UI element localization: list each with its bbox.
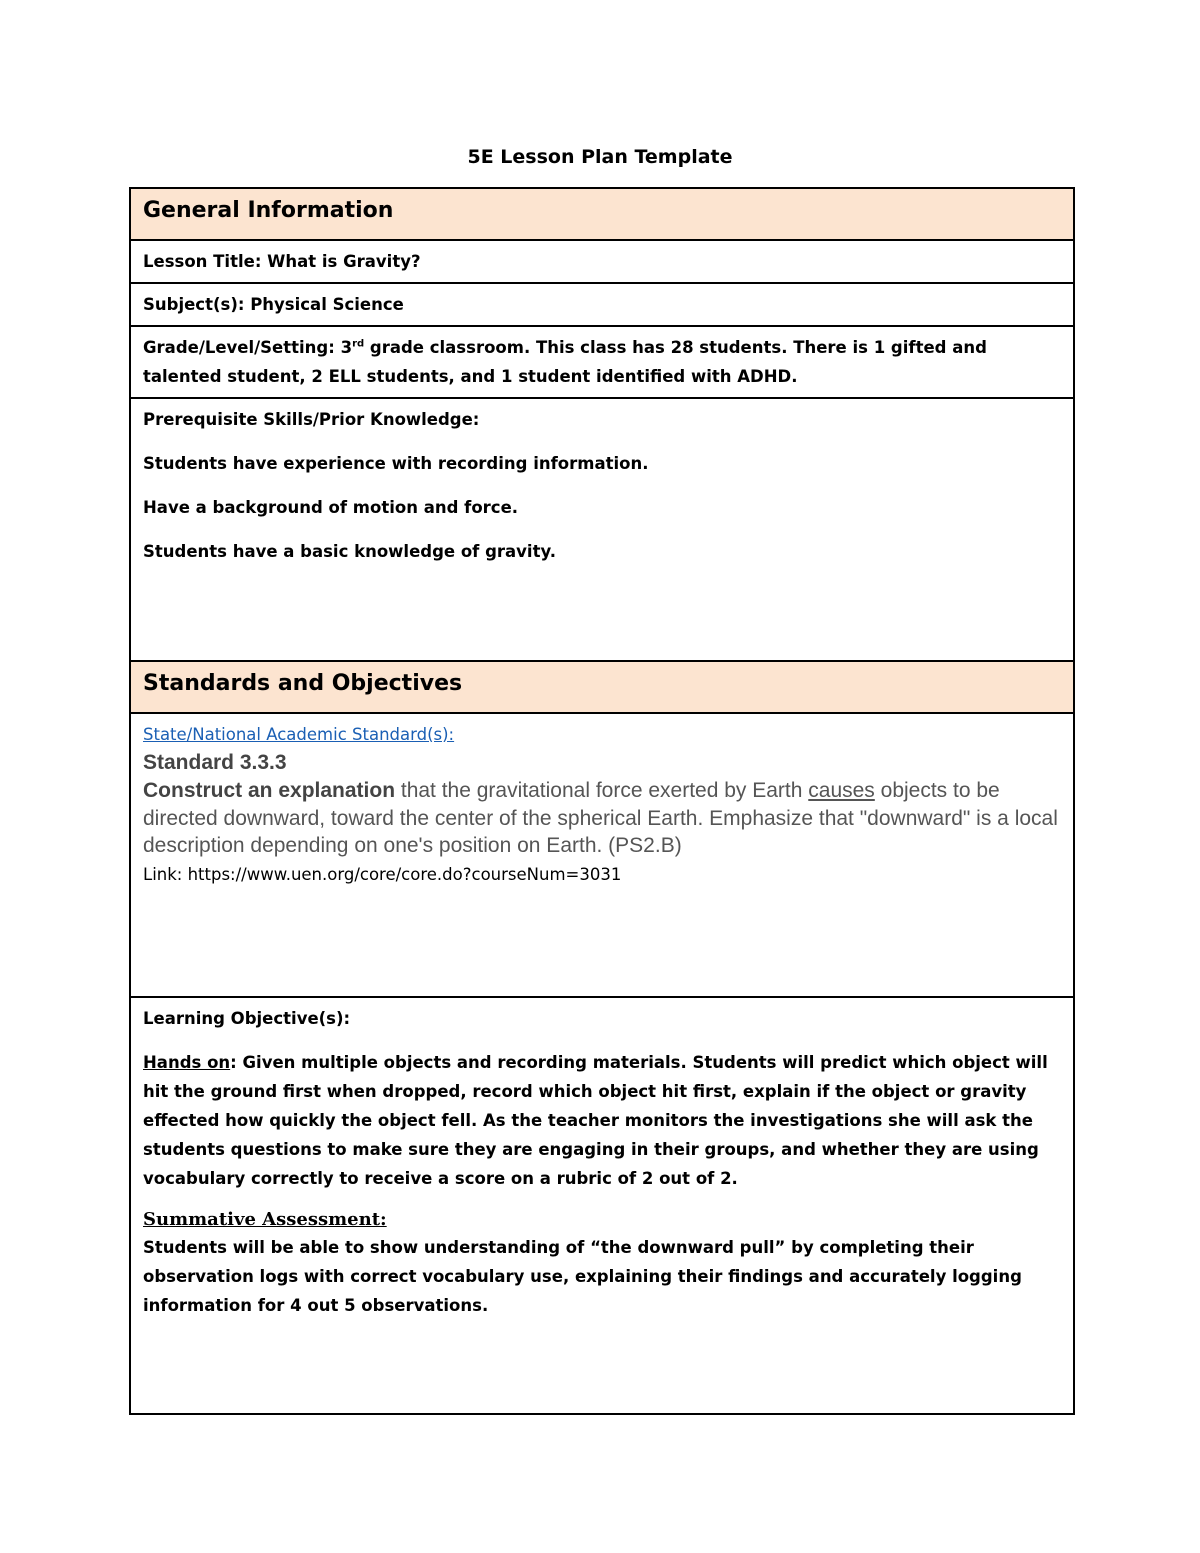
prerequisite-item: Have a background of motion and force. xyxy=(143,498,519,517)
standards-objectives-heading: Standards and Objectives xyxy=(143,671,463,696)
summative-colon: : xyxy=(380,1209,387,1230)
standards-row xyxy=(131,714,1073,998)
grade-prefix: Grade/Level/Setting: 3 xyxy=(143,338,353,357)
general-information-heading: General Information xyxy=(143,198,394,223)
academic-standards-link[interactable]: State/National Academic Standard(s): xyxy=(143,725,455,744)
hands-on-label: Hands on xyxy=(143,1053,231,1072)
summative-label-text: Summative Assessment xyxy=(143,1209,381,1230)
learning-objectives-row xyxy=(131,998,1073,1413)
subjects: Subject(s): Physical Science xyxy=(143,295,404,314)
subjects-row xyxy=(131,284,1073,327)
general-information-header xyxy=(131,189,1073,241)
standard-strong-text: Construct an explanation xyxy=(143,779,396,802)
grade-superscript: rd xyxy=(352,338,365,350)
summative-assessment-label xyxy=(143,1207,1061,1233)
hands-on-text: : Given multiple objects and recording materials. Students will predict which object will hit the ground first when dropped, record which object hit first, explain if the object or gravity effected how quickly the object fell. As the teacher monitors the investigations she will ask the students questions to make sure they are engaging in their groups, and whether they are using vocabulary correctly to receive a score on a rubric of 2 out of 2. xyxy=(143,1053,1048,1188)
grade-level-setting xyxy=(143,333,1061,391)
grade-description: grade classroom. This class has 28 students. There is 1 gifted and talented student, 2 ELL students, and 1 student identified with ADHD. xyxy=(143,338,987,386)
standards-objectives-header xyxy=(131,662,1073,714)
standard-description xyxy=(143,777,1061,860)
standard-text-part1: that the gravitational force exerted by Earth xyxy=(395,779,809,802)
lesson-title: Lesson Title: What is Gravity? xyxy=(143,252,421,271)
hands-on-objective xyxy=(143,1048,1061,1193)
standard-underlined-word: causes xyxy=(808,779,875,802)
lesson-plan-table xyxy=(129,187,1075,1415)
standard-text-part2: objects to be directed downward, toward the center of the spherical Earth. Emphasize that "downward" is a local description depending on one's position on Earth. (PS2.B) xyxy=(143,779,1058,857)
prerequisite-item: Students have a basic knowledge of gravity. xyxy=(143,542,556,561)
grade-level-row xyxy=(131,327,1073,399)
summative-assessment-text: Students will be able to show understanding of “the downward pull” by completing their observation logs with correct vocabulary use, explaining their findings and accurately logging information for 4 out 5 observations. xyxy=(143,1238,1022,1315)
prerequisite-row xyxy=(131,399,1073,662)
standard-link-url: Link: https://www.uen.org/core/core.do?courseNum=3031 xyxy=(143,864,622,884)
document-title: 5E Lesson Plan Template xyxy=(467,146,733,168)
learning-objectives-label: Learning Objective(s): xyxy=(143,1009,351,1028)
prerequisite-label: Prerequisite Skills/Prior Knowledge: xyxy=(143,410,480,429)
lesson-title-row xyxy=(131,241,1073,284)
standard-title: Standard 3.3.3 xyxy=(143,751,287,774)
prerequisite-item: Students have experience with recording information. xyxy=(143,454,649,473)
